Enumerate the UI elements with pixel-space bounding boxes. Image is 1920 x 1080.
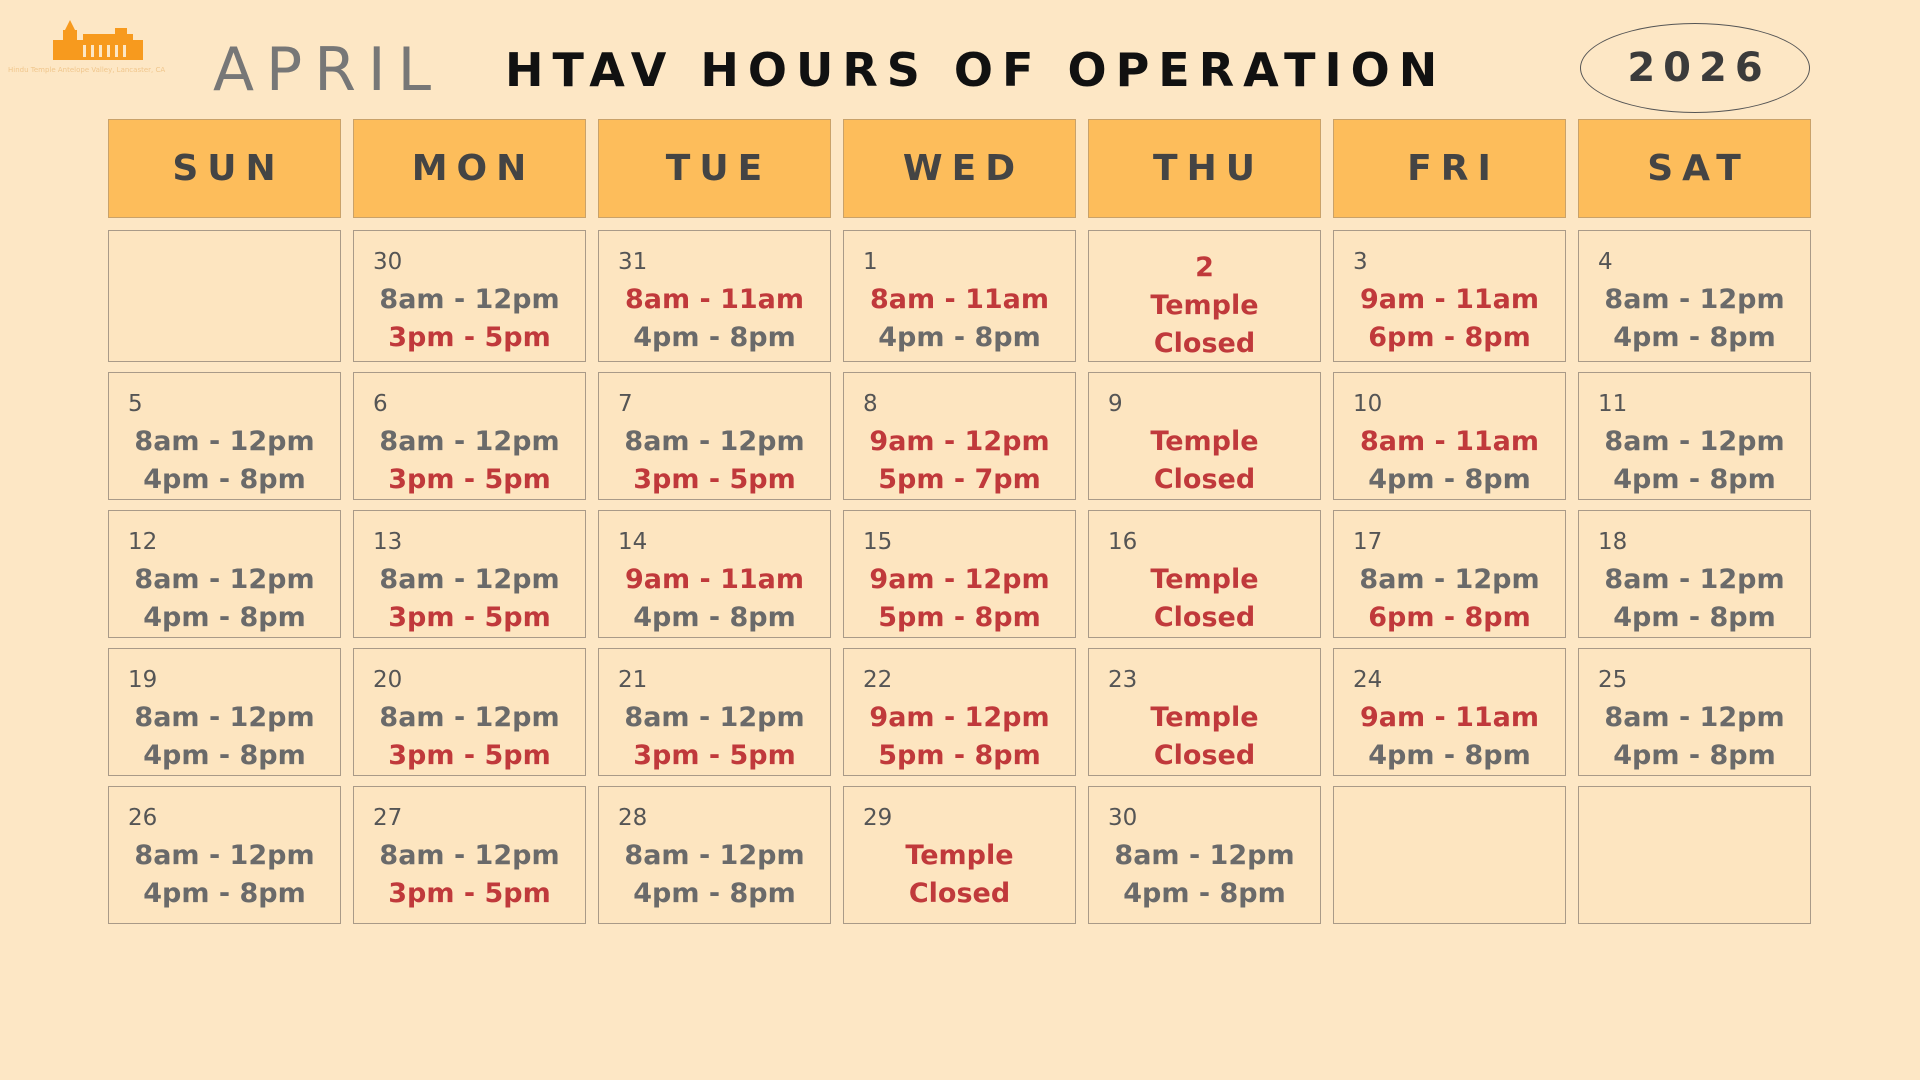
day-number: 15	[863, 529, 893, 555]
empty-day-cell	[108, 230, 341, 362]
hours-line: 5pm - 8pm	[878, 602, 1041, 633]
weekday-header-sat: SAT	[1578, 119, 1811, 218]
day-cell-29	[843, 786, 1076, 924]
row-spacer	[108, 638, 341, 648]
year-badge	[1580, 23, 1810, 113]
day-cell-16	[1088, 510, 1321, 638]
day-cell-15	[843, 510, 1076, 638]
row-spacer	[353, 500, 586, 510]
row-spacer	[598, 776, 831, 786]
row-spacer	[353, 362, 586, 372]
hours-line: 3pm - 5pm	[633, 464, 796, 495]
day-number: 16	[1108, 529, 1138, 555]
hours-line: Temple	[1150, 290, 1259, 321]
row-spacer	[108, 362, 341, 372]
day-number: 30	[373, 249, 403, 275]
hours-line: 6pm - 8pm	[1368, 602, 1531, 633]
hours-line: 4pm - 8pm	[1123, 878, 1286, 909]
row-spacer	[1333, 500, 1566, 510]
hours-line: 8am - 12pm	[624, 702, 805, 733]
day-cell-3	[1333, 230, 1566, 362]
hours-line: 8am - 12pm	[1604, 426, 1785, 457]
day-cell-26	[108, 786, 341, 924]
day-cell-4	[1578, 230, 1811, 362]
day-number: 14	[618, 529, 648, 555]
hours-line: 4pm - 8pm	[878, 322, 1041, 353]
hours-line: 4pm - 8pm	[1613, 464, 1776, 495]
day-number: 13	[373, 529, 403, 555]
hours-line: 8am - 12pm	[1359, 564, 1540, 595]
row-spacer	[843, 776, 1076, 786]
closed-notice: Temple	[1150, 426, 1259, 457]
hours-line: 4pm - 8pm	[143, 464, 306, 495]
row-spacer	[1333, 218, 1566, 230]
row-spacer	[1333, 776, 1566, 786]
hours-line: 8am - 11am	[624, 284, 805, 315]
day-cell-24	[1333, 648, 1566, 776]
hours-line: 8am - 12pm	[1604, 564, 1785, 595]
row-spacer	[598, 500, 831, 510]
hours-line: Closed	[1153, 328, 1256, 359]
day-number: 21	[618, 667, 648, 693]
day-number: 25	[1598, 667, 1628, 693]
closed-notice: Closed	[1153, 602, 1256, 633]
day-cell-23	[1088, 648, 1321, 776]
row-spacer	[1088, 776, 1321, 786]
hours-line: 4pm - 8pm	[1613, 322, 1776, 353]
day-cell-27	[353, 786, 586, 924]
row-spacer	[1578, 776, 1811, 786]
hours-line: 8am - 12pm	[134, 702, 315, 733]
page-title: HTAV HOURS OF OPERATION	[505, 43, 1447, 97]
hours-line: 4pm - 8pm	[143, 878, 306, 909]
hours-line: 8am - 12pm	[134, 840, 315, 871]
hours-line: 4pm - 8pm	[1368, 464, 1531, 495]
day-number: 23	[1108, 667, 1138, 693]
hours-line: 8am - 12pm	[1604, 284, 1785, 315]
hours-line: 8am - 12pm	[379, 426, 560, 457]
day-cell-13	[353, 510, 586, 638]
day-number: 27	[373, 805, 403, 831]
row-spacer	[353, 638, 586, 648]
day-cell-19	[108, 648, 341, 776]
day-number: 7	[618, 391, 633, 417]
day-cell-31	[598, 230, 831, 362]
day-number: 24	[1353, 667, 1383, 693]
row-spacer	[108, 500, 341, 510]
row-spacer	[1088, 218, 1321, 230]
day-cell-8	[843, 372, 1076, 500]
day-cell-11	[1578, 372, 1811, 500]
hours-line: 4pm - 8pm	[633, 602, 796, 633]
year-label: 2026	[1627, 45, 1771, 91]
hours-line: 9am - 11am	[1359, 284, 1540, 315]
empty-day-cell	[1333, 786, 1566, 924]
day-cell-17	[1333, 510, 1566, 638]
row-spacer	[353, 776, 586, 786]
calendar-grid	[108, 119, 1811, 924]
hours-line: 9am - 12pm	[869, 702, 1050, 733]
row-spacer	[598, 362, 831, 372]
closed-notice: Closed	[1153, 740, 1256, 771]
day-number: 31	[618, 249, 648, 275]
hours-line: 8am - 12pm	[379, 564, 560, 595]
hours-line: 6pm - 8pm	[1368, 322, 1531, 353]
day-cell-10	[1333, 372, 1566, 500]
empty-day-cell	[1578, 786, 1811, 924]
hours-line: 3pm - 5pm	[388, 464, 551, 495]
hours-line: 8am - 12pm	[1114, 840, 1295, 871]
day-cell-7	[598, 372, 831, 500]
day-cell-21	[598, 648, 831, 776]
month-heading: APRIL	[213, 35, 444, 105]
day-number: 19	[128, 667, 158, 693]
closed-notice: Temple	[1150, 564, 1259, 595]
hours-line: 8am - 11am	[869, 284, 1050, 315]
row-spacer	[843, 500, 1076, 510]
day-number: 1	[863, 249, 878, 275]
day-number: 11	[1598, 391, 1628, 417]
hours-line: 9am - 11am	[624, 564, 805, 595]
row-spacer	[1088, 362, 1321, 372]
hours-line: 3pm - 5pm	[388, 740, 551, 771]
hours-line: 8am - 12pm	[134, 426, 315, 457]
weekday-header-wed: WED	[843, 119, 1076, 218]
weekday-header-fri: FRI	[1333, 119, 1566, 218]
hours-line: 3pm - 5pm	[388, 322, 551, 353]
day-cell-30	[353, 230, 586, 362]
day-cell-9	[1088, 372, 1321, 500]
hours-line: 8am - 12pm	[624, 426, 805, 457]
row-spacer	[1088, 500, 1321, 510]
row-spacer	[843, 638, 1076, 648]
hours-line: 8am - 11am	[1359, 426, 1540, 457]
temple-silhouette-icon	[53, 18, 143, 60]
day-cell-6	[353, 372, 586, 500]
hours-line: 8am - 12pm	[379, 284, 560, 315]
row-spacer	[1333, 362, 1566, 372]
hours-line: 8am - 12pm	[624, 840, 805, 871]
day-cell-22	[843, 648, 1076, 776]
row-spacer	[353, 218, 586, 230]
day-number: 20	[373, 667, 403, 693]
row-spacer	[598, 638, 831, 648]
weekday-header-tue: TUE	[598, 119, 831, 218]
hours-line: 5pm - 7pm	[878, 464, 1041, 495]
row-spacer	[1578, 638, 1811, 648]
hours-line: 4pm - 8pm	[633, 322, 796, 353]
day-number: 3	[1353, 249, 1368, 275]
hours-line: 8am - 12pm	[1604, 702, 1785, 733]
day-number: 12	[128, 529, 158, 555]
row-spacer	[108, 218, 341, 230]
day-cell-30	[1088, 786, 1321, 924]
day-cell-14	[598, 510, 831, 638]
day-number: 9	[1108, 391, 1123, 417]
row-spacer	[843, 218, 1076, 230]
hours-line: 9am - 12pm	[869, 426, 1050, 457]
day-number: 18	[1598, 529, 1628, 555]
day-number: 17	[1353, 529, 1383, 555]
day-cell-28	[598, 786, 831, 924]
weekday-header-sun: SUN	[108, 119, 341, 218]
hours-line: 4pm - 8pm	[1613, 740, 1776, 771]
hours-line: 3pm - 5pm	[633, 740, 796, 771]
weekday-header-mon: MON	[353, 119, 586, 218]
day-number: 8	[863, 391, 878, 417]
row-spacer	[1578, 500, 1811, 510]
hours-line: 8am - 12pm	[379, 702, 560, 733]
row-spacer	[1578, 362, 1811, 372]
weekday-header-thu: THU	[1088, 119, 1321, 218]
hours-line: 4pm - 8pm	[1368, 740, 1531, 771]
closed-notice: Closed	[908, 878, 1011, 909]
hours-line: 3pm - 5pm	[388, 602, 551, 633]
day-number: 29	[863, 805, 893, 831]
day-cell-1	[843, 230, 1076, 362]
day-number: 28	[618, 805, 648, 831]
day-cell-12	[108, 510, 341, 638]
day-cell-5	[108, 372, 341, 500]
day-number: 30	[1108, 805, 1138, 831]
day-number: 10	[1353, 391, 1383, 417]
day-number: 22	[863, 667, 893, 693]
row-spacer	[598, 218, 831, 230]
hours-line: 8am - 12pm	[379, 840, 560, 871]
closed-notice: Closed	[1153, 464, 1256, 495]
row-spacer	[843, 362, 1076, 372]
hours-line: 4pm - 8pm	[633, 878, 796, 909]
day-number: 5	[128, 391, 143, 417]
day-number: 4	[1598, 249, 1613, 275]
logo-caption: Hindu Temple Antelope Valley, Lancaster, CA	[8, 66, 166, 74]
day-number: 2	[1195, 252, 1214, 283]
temple-logo	[8, 18, 213, 80]
hours-line: 9am - 12pm	[869, 564, 1050, 595]
row-spacer	[1088, 638, 1321, 648]
row-spacer	[108, 776, 341, 786]
closed-notice: Temple	[1150, 702, 1259, 733]
hours-line: 9am - 11am	[1359, 702, 1540, 733]
day-cell-20	[353, 648, 586, 776]
day-number: 6	[373, 391, 388, 417]
closed-notice: Temple	[905, 840, 1014, 871]
hours-line: 4pm - 8pm	[143, 602, 306, 633]
hours-line: 4pm - 8pm	[143, 740, 306, 771]
day-cell-2	[1088, 230, 1321, 362]
day-number: 26	[128, 805, 158, 831]
day-cell-18	[1578, 510, 1811, 638]
row-spacer	[1333, 638, 1566, 648]
hours-line: 5pm - 8pm	[878, 740, 1041, 771]
row-spacer	[1578, 218, 1811, 230]
hours-line: 8am - 12pm	[134, 564, 315, 595]
day-cell-25	[1578, 648, 1811, 776]
hours-line: 3pm - 5pm	[388, 878, 551, 909]
hours-line: 4pm - 8pm	[1613, 602, 1776, 633]
